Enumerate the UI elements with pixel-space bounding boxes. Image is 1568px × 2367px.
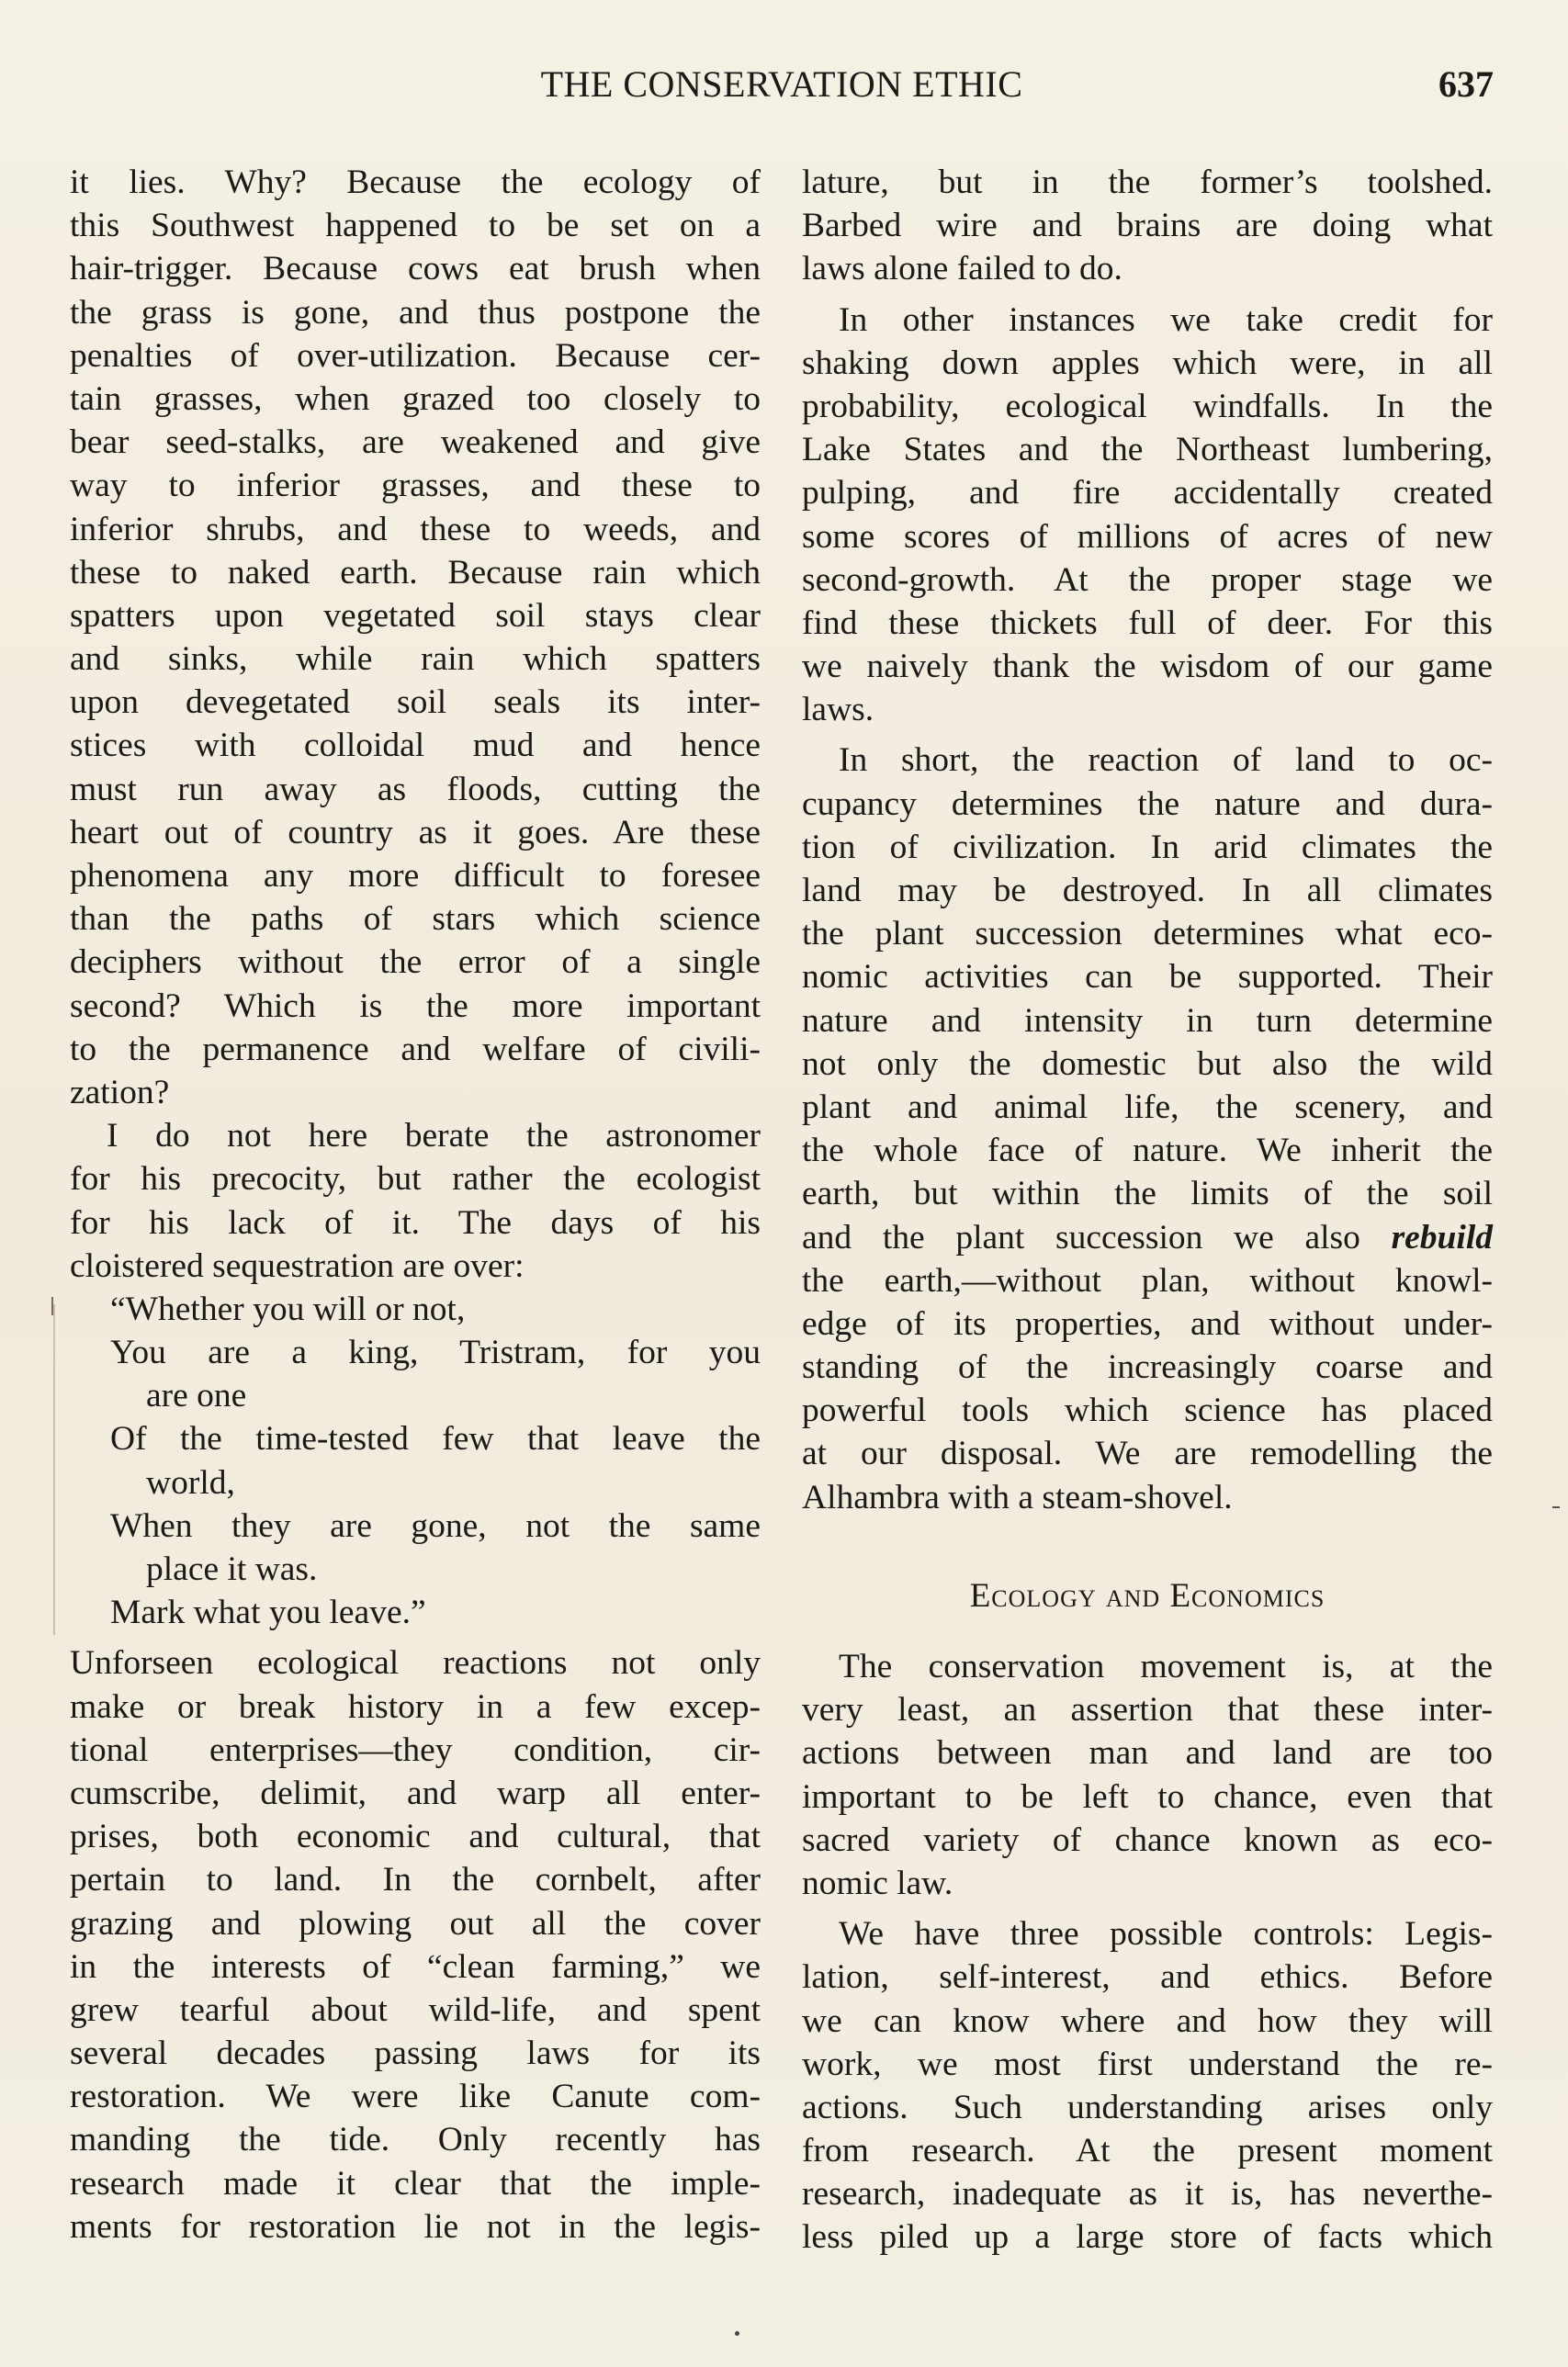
text-line: In short, the reaction of land to oc-: [839, 741, 1493, 780]
text-line: probability, ecological windfalls. In the: [802, 387, 1493, 425]
text-line: the whole face of nature. We inherit the: [802, 1132, 1493, 1170]
text-line: ments for restoration lie not in the legis-: [70, 2207, 761, 2246]
text-line: phenomena any more difficult to foresee: [70, 857, 761, 895]
text-line: tain grasses, when grazed too closely to: [70, 379, 761, 418]
text-line: in the interests of “clean farming,” we: [70, 1947, 761, 1986]
poem-line: world,: [146, 1463, 235, 1502]
text-line: We have three possible controls: Legis-: [839, 1915, 1493, 1954]
text-line: for his precocity, but rather the ecologist: [70, 1160, 761, 1199]
text-line: some scores of millions of acres of new: [802, 517, 1493, 556]
poem-line: Of the time-tested few that leave the: [110, 1420, 761, 1459]
text-line: nature and intensity in turn determine: [802, 1001, 1493, 1040]
margin-dash: [1552, 1506, 1560, 1508]
text-line: tional enterprises—they condition, cir-: [70, 1730, 761, 1769]
text-line: research made it clear that the imple-: [70, 2164, 761, 2203]
text-line: tion of civilization. In arid climates the: [802, 828, 1493, 866]
text-line: heart out of country as it goes. Are these: [70, 813, 761, 851]
text-line: prises, both economic and cultural, that: [70, 1818, 761, 1856]
paragraph-gap: [70, 1634, 761, 1641]
text-line: zation?: [70, 1073, 170, 1111]
text-line: inferior shrubs, and these to weeds, and: [70, 510, 761, 548]
text-line: for his lack of it. The days of his: [70, 1203, 761, 1242]
poem-line: place it was.: [146, 1550, 318, 1588]
poem-line: You are a king, Tristram, for you: [110, 1334, 761, 1372]
text-line: pulping, and fire accidentally created: [802, 474, 1493, 513]
right-column: [802, 161, 1493, 2260]
section-gap: [802, 1519, 1493, 1574]
page-number: 637: [1438, 63, 1494, 105]
section-gap: [802, 1617, 1493, 1645]
text-line: actions. Such understanding arises only: [802, 2088, 1493, 2126]
text-line: actions between man and land are too: [802, 1734, 1493, 1773]
paragraph-three-controls: [802, 1912, 1493, 2260]
text-line: to the permanence and welfare of civili-: [70, 1030, 761, 1068]
text-line: restoration. We were like Canute com-: [70, 2078, 761, 2116]
text-line: cloistered sequestration are over:: [70, 1246, 525, 1285]
text-line: this Southwest happened to be set on a: [70, 207, 761, 245]
text-line: not only the domestic but also the wild: [802, 1044, 1493, 1083]
text-line: hair-trigger. Because cows eat brush when: [70, 250, 761, 288]
text-line: standing of the increasingly coarse and: [802, 1348, 1493, 1387]
text-line: nomic activities can be supported. Their: [802, 958, 1493, 997]
text-line: and sinks, while rain which spatters: [70, 640, 761, 679]
text-line: land may be destroyed. In all climates: [802, 872, 1493, 909]
poem-quotation: [70, 1288, 761, 1635]
margin-pencil-tick: [51, 1297, 62, 1315]
poem-line: “Whether you will or not,: [110, 1290, 466, 1328]
text-line: shaking down apples which were, in all: [802, 344, 1493, 382]
poem-line: are one: [146, 1377, 247, 1415]
bottom-speck: [735, 2331, 739, 2336]
text-line: the grass is gone, and thus postpone the: [70, 293, 761, 332]
text-line: stices with colloidal mud and hence: [70, 727, 761, 765]
text-line: lation, self-interest, and ethics. Before: [802, 1958, 1493, 1997]
text-line: bear seed-stalks, are weakened and give: [70, 423, 761, 462]
paragraph-gap: [802, 731, 1493, 738]
paragraph-gap: [802, 1905, 1493, 1912]
text-line: Alhambra with a steam-shovel.: [802, 1478, 1233, 1516]
text-line: penalties of over-utilization. Because cer-: [70, 336, 761, 375]
poem-line: Mark what you leave.”: [110, 1594, 426, 1632]
text-line: earth, but within the limits of the soil: [802, 1175, 1493, 1213]
text-line: the earth,—without plan, without knowl-: [802, 1261, 1493, 1300]
margin-pencil-mark: [53, 1304, 59, 1635]
text-line: way to inferior grasses, and these to: [70, 467, 761, 505]
text-line: powerful tools which science has placed: [802, 1392, 1493, 1430]
text-line: grew tearful about wild-life, and spent: [70, 1990, 761, 2029]
text-line: Lake States and the Northeast lumbering,: [802, 431, 1493, 469]
text-line: at our disposal. We are remodelling the: [802, 1435, 1493, 1473]
text-line: important to be left to chance, even that: [802, 1777, 1493, 1816]
text-line-with-emphasis: [802, 1216, 1493, 1259]
text-line: work, we most first understand the re-: [802, 2045, 1493, 2083]
text-line: must run away as floods, cutting the: [70, 770, 761, 808]
text-line: several decades passing laws for its: [70, 2034, 761, 2073]
text-line: plant and animal life, the scenery, and: [802, 1088, 1493, 1126]
text-line: Barbed wire and brains are doing what: [802, 207, 1493, 245]
poem-line: When they are gone, not the same: [110, 1506, 761, 1545]
left-column: [70, 161, 761, 2249]
text-line: we naively thank the wisdom of our game: [802, 648, 1493, 686]
paragraph-gap: [802, 291, 1493, 299]
paragraph-3: [70, 1641, 761, 2249]
text-line: The conservation movement is, at the: [839, 1648, 1493, 1685]
paragraph-windfalls: [802, 299, 1493, 732]
text-line: pertain to land. In the cornbelt, after: [70, 1861, 761, 1899]
text-line: very least, an assertion that these inter-: [802, 1691, 1493, 1730]
text-line: the plant succession determines what eco-: [802, 915, 1493, 953]
text-line: edge of its properties, and without under-: [802, 1304, 1493, 1343]
paragraph-in-short: [802, 738, 1493, 1518]
paragraph-conservation-movement: [802, 1645, 1493, 1905]
text-line: laws.: [802, 691, 874, 729]
text-line: than the paths of stars which science: [70, 900, 761, 939]
section-heading: Ecology and Economics: [969, 1576, 1325, 1615]
text-line: less piled up a large store of facts which: [802, 2218, 1493, 2257]
text-line: laws alone failed to do.: [802, 250, 1122, 288]
text-line: cupancy determines the nature and dura-: [802, 784, 1493, 823]
text-line: I do not here berate the astronomer: [107, 1117, 761, 1155]
text-line: research, inadequate as it is, has neverthe-: [802, 2175, 1493, 2214]
text-line: find these thickets full of deer. For this: [802, 603, 1493, 642]
running-title: THE CONSERVATION ETHIC: [540, 63, 1023, 105]
text-line: grazing and plowing out all the cover: [70, 1904, 761, 1943]
text-line: manding the tide. Only recently has: [70, 2121, 761, 2159]
text-line: In other instances we take credit for: [839, 300, 1493, 339]
paragraph-1: [70, 161, 761, 1114]
text-line: upon devegetated soil seals its inter-: [70, 683, 761, 722]
text-segment: and the plant succession we also: [802, 1218, 1392, 1257]
text-line: these to naked earth. Because rain which: [70, 553, 761, 592]
text-line: from research. At the present moment: [802, 2132, 1493, 2170]
text-line: deciphers without the error of a single: [70, 943, 761, 982]
paragraph-continued: [802, 161, 1493, 291]
text-line: we can know where and how they will: [802, 2001, 1493, 2040]
text-line: sacred variety of chance known as eco-: [802, 1820, 1493, 1859]
text-line: spatters upon vegetated soil stays clear: [70, 596, 761, 635]
text-line: nomic law.: [802, 1864, 953, 1902]
text-line: lature, but in the former’s toolshed.: [802, 163, 1493, 201]
text-line: second? Which is the more important: [70, 986, 761, 1025]
text-line: second-growth. At the proper stage we: [802, 560, 1493, 599]
text-line: make or break history in a few excep-: [70, 1687, 761, 1726]
text-line: cumscribe, delimit, and warp all enter-: [70, 1774, 761, 1812]
text-line: it lies. Why? Because the ecology of: [70, 163, 761, 201]
running-header: [70, 62, 1494, 118]
text-line: Unforseen ecological reactions not only: [70, 1644, 761, 1683]
emphasized-word: rebuild: [1391, 1218, 1493, 1257]
paragraph-2: [70, 1114, 761, 1288]
